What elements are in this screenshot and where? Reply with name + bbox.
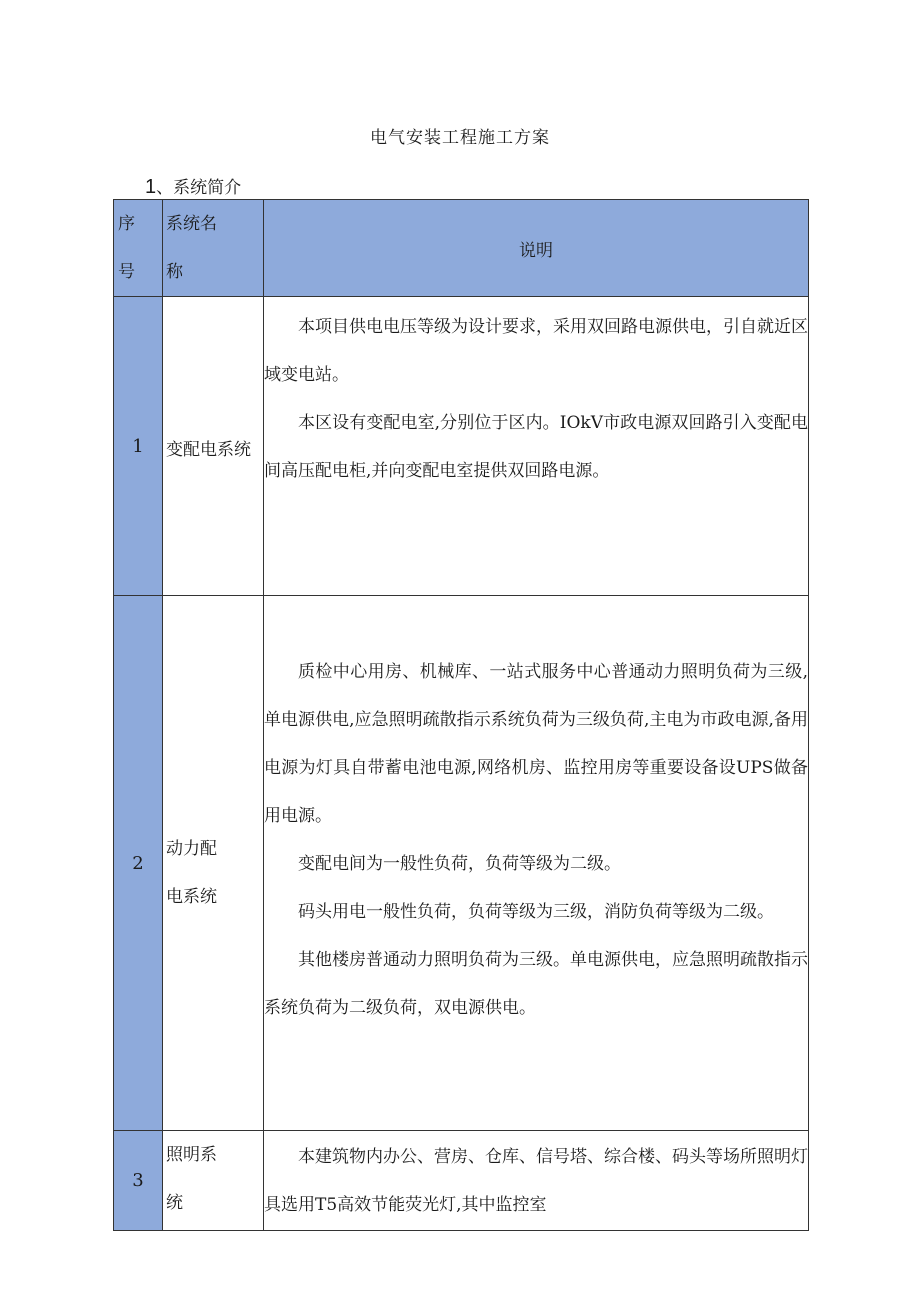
row-name-line2: 统 [166, 1193, 183, 1213]
table-row [114, 1131, 809, 1231]
table-row [114, 297, 809, 596]
row-index: 2 [132, 852, 144, 874]
header-index-cell [114, 200, 163, 297]
row-index-cell [114, 596, 163, 1131]
document-title: 电气安装工程施工方案 [370, 128, 550, 148]
table-row [114, 596, 809, 1131]
system-overview-table [113, 199, 809, 1231]
row-paragraph: 其他楼房普通动力照明负荷为三级。单电源供电，应急照明疏散指示系统负荷为二级负荷，双电源供电。 [264, 950, 808, 1018]
row-name-cell [163, 1131, 264, 1231]
row-index-cell [114, 1131, 163, 1231]
row-description-cell [264, 1131, 809, 1231]
section-separator: 、 [156, 178, 174, 198]
row-name-line1: 动力配 [166, 839, 217, 859]
section-title: 系统简介 [173, 178, 242, 198]
row-name-line2: 电系统 [166, 887, 217, 907]
section-heading [145, 173, 241, 199]
row-paragraph: 码头用电一般性负荷，负荷等级为三级，消防负荷等级为二级。 [298, 902, 774, 922]
row-name: 变配电系统 [166, 440, 251, 461]
header-description-cell: 说明 [264, 200, 809, 297]
row-index-cell [114, 297, 163, 596]
row-description-cell [264, 596, 809, 1131]
row-paragraph: 本建筑物内办公、营房、仓库、信号塔、综合楼、码头等场所照明灯具选用T5高效节能荧光灯,其中监控室 [264, 1147, 808, 1215]
row-index: 1 [132, 435, 144, 457]
row-paragraph: 质检中心用房、机械库、一站式服务中心普通动力照明负荷为三级,单电源供电,应急照明疏散指示系统负荷为三级负荷,主电为市政电源,备用电源为灯具自带蓄电池电源,网络机房、监控用房等重要设备设UPS做备用电源。 [264, 662, 808, 826]
row-name-cell [163, 596, 264, 1131]
table-header-row [114, 200, 809, 297]
row-name-line1: 照明系 [166, 1145, 217, 1165]
header-name-cell [163, 200, 264, 297]
row-paragraph: 本区设有变配电室,分别位于区内。IOkV市政电源双回路引入变配电间高压配电柜,并向变配电室提供双回路电源。 [264, 413, 808, 481]
row-description-cell [264, 297, 809, 596]
header-index-line1: 序 [118, 214, 135, 234]
row-paragraph: 变配电间为一般性负荷，负荷等级为二级。 [298, 854, 621, 874]
header-name-line2: 称 [166, 262, 183, 282]
row-paragraph: 本项目供电电压等级为设计要求，采用双回路电源供电，引自就近区域变电站。 [264, 317, 808, 385]
section-number: 1 [145, 176, 157, 198]
row-name-cell [163, 297, 264, 596]
header-name-line1: 系统名 [166, 214, 217, 234]
header-index-line2: 号 [118, 262, 135, 282]
row-index: 3 [132, 1170, 144, 1191]
